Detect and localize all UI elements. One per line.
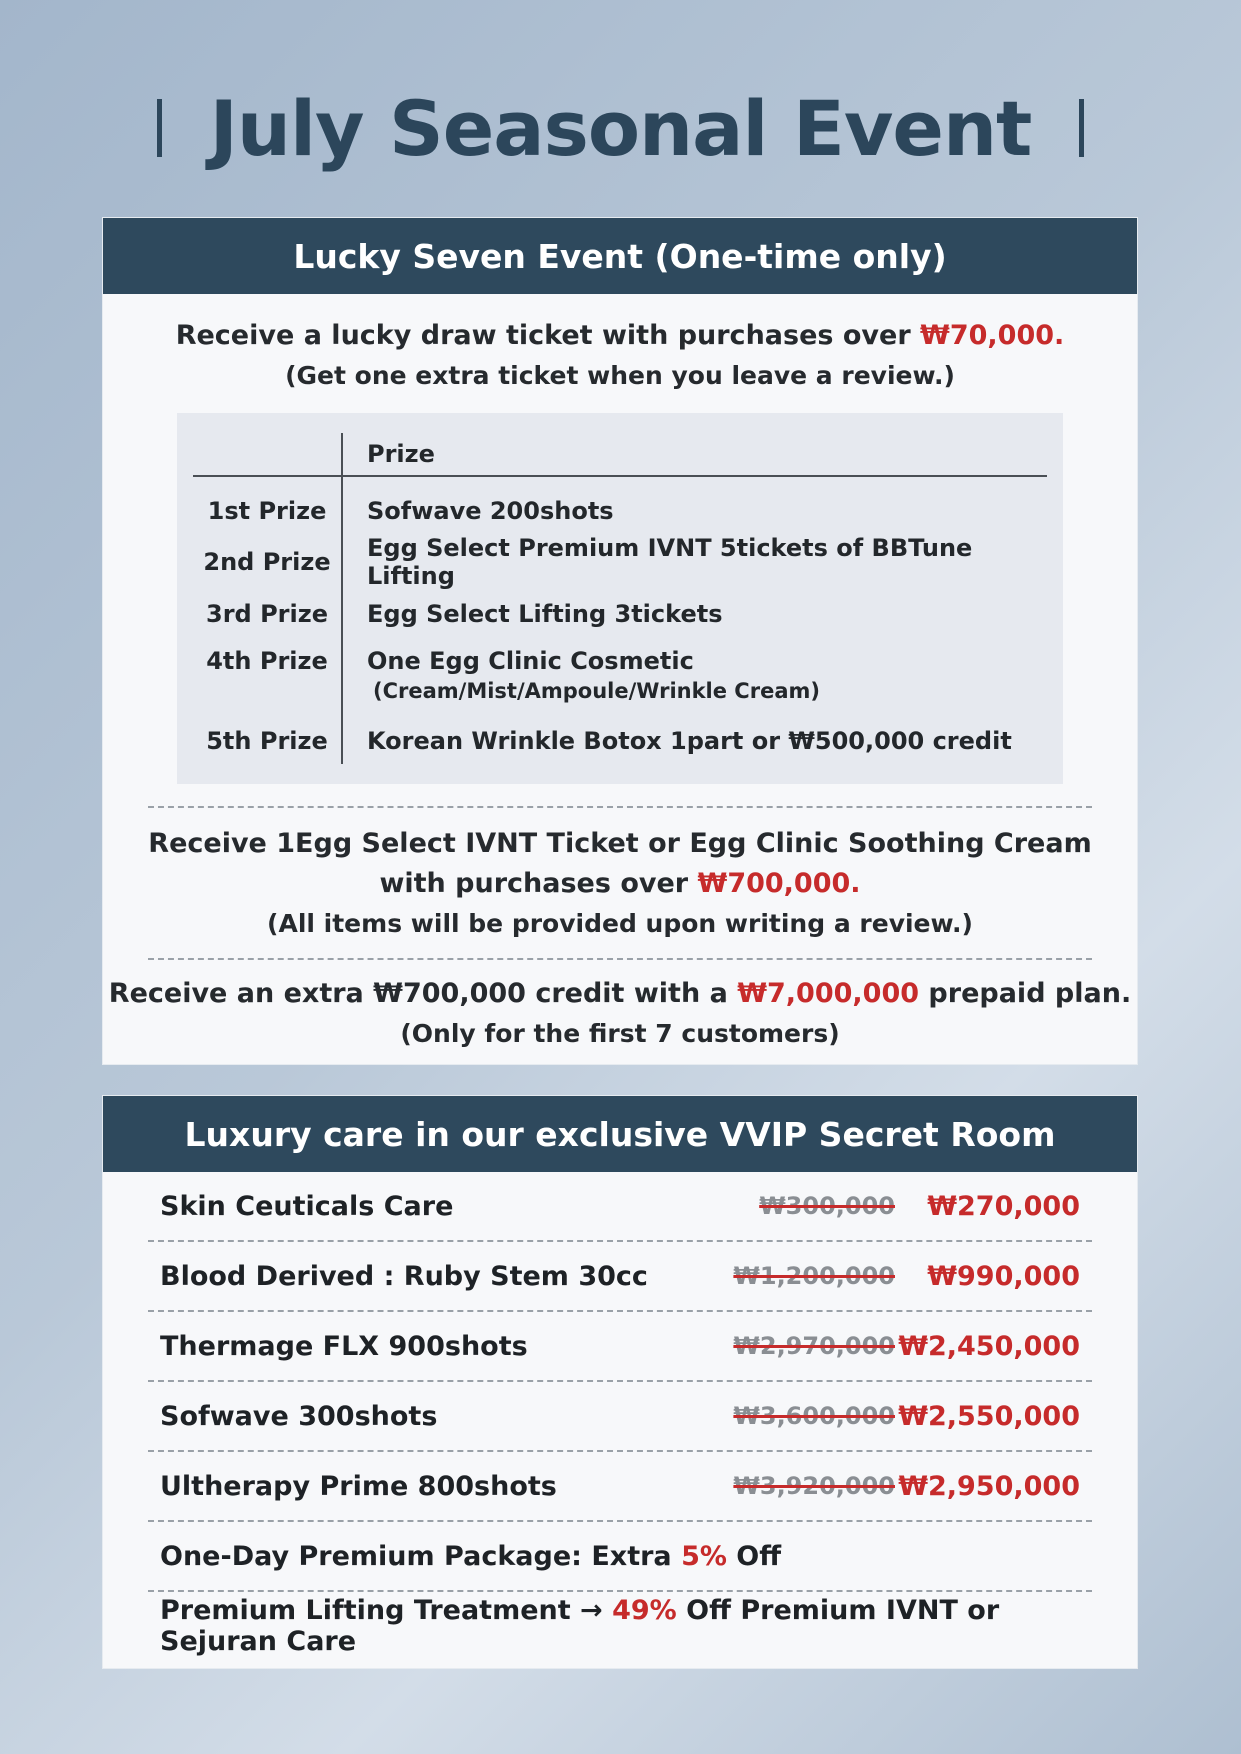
lucky-seven-heading: Lucky Seven Event (One-time only) [103, 218, 1137, 294]
prize-header-label: Prize [342, 433, 1047, 476]
package-text-wrap [160, 1541, 1080, 1572]
prize-rank: 4th Prize [193, 637, 342, 717]
prize-rank: 1st Prize [193, 476, 342, 534]
review-gift-line1: Receive 1Egg Select IVNT Ticket or Egg Clinic Soothing Cream [148, 828, 1092, 859]
page-title: July Seasonal Event [209, 83, 1032, 173]
review-gift-line3: (All items will be provided upon writing a review.) [267, 909, 973, 938]
price-row [148, 1240, 1092, 1310]
lifting-text-wrap [160, 1595, 1080, 1657]
prepaid-line2: (Only for the first 7 customers) [400, 1019, 840, 1048]
treatment-name: Thermage FLX 900shots [160, 1330, 528, 1362]
prize-row [193, 534, 1047, 590]
price-row [148, 1380, 1092, 1450]
prize-row [193, 717, 1047, 764]
original-price: ₩3,920,000 [733, 1472, 895, 1500]
page-title-row [0, 78, 1241, 178]
sale-price: ₩990,000 [927, 1260, 1080, 1292]
original-price: ₩3,600,000 [733, 1402, 895, 1430]
lifting-discount: 49% [612, 1595, 677, 1626]
sale-price: ₩2,950,000 [898, 1470, 1080, 1502]
package-text-end: Off [726, 1540, 782, 1572]
lucky-draw-info [103, 316, 1137, 396]
review-gift-price: ₩700,000. [697, 868, 861, 899]
prize-table-box [177, 413, 1063, 784]
prize-row [193, 637, 1047, 717]
package-row [148, 1520, 1092, 1590]
lucky-draw-line2: (Get one extra ticket when you leave a review.) [285, 361, 955, 390]
sale-price: ₩2,550,000 [898, 1400, 1080, 1432]
price-row [148, 1450, 1092, 1520]
package-text: One-Day Premium Package: Extra [160, 1540, 682, 1572]
review-gift-line2 [103, 864, 1137, 904]
lucky-draw-text: Receive a lucky draw ticket with purchases over [175, 320, 921, 351]
sale-price: ₩2,450,000 [898, 1330, 1080, 1362]
original-price: ₩2,970,000 [733, 1332, 895, 1360]
treatment-name: Skin Ceuticals Care [160, 1190, 454, 1222]
prize-desc-sub: (Cream/Mist/Ampoule/Wrinkle Cream) [373, 679, 820, 703]
prize-desc: One Egg Clinic Cosmetic [367, 647, 694, 675]
prepaid-price: ₩7,000,000 [737, 978, 920, 1009]
divider [148, 806, 1092, 808]
price-row [148, 1172, 1092, 1240]
prize-desc: Korean Wrinkle Botox 1part or ₩500,000 credit [367, 726, 1012, 755]
prepaid-info [103, 974, 1137, 1054]
prize-desc-cell [342, 637, 1047, 717]
prepaid-text-end: prepaid plan. [919, 978, 1132, 1009]
lucky-seven-card [102, 217, 1138, 1065]
prize-row [193, 476, 1047, 534]
prize-table-header [193, 433, 1047, 476]
treatment-name: Ultherapy Prime 800shots [160, 1470, 557, 1502]
divider [148, 958, 1092, 960]
review-gift-info [103, 824, 1137, 944]
price-row [148, 1310, 1092, 1380]
prize-desc: Egg Select Lifting 3tickets [367, 599, 723, 628]
prize-rank: 5th Prize [193, 717, 342, 764]
prepaid-text: Receive an extra ₩700,000 credit with a [108, 978, 738, 1009]
lifting-text: Premium Lifting Treatment → [160, 1595, 613, 1626]
lucky-draw-price: ₩70,000. [920, 320, 1065, 351]
package-discount: 5% [681, 1540, 727, 1572]
lucky-draw-line1 [103, 316, 1137, 356]
prize-desc: Egg Select Premium IVNT 5tickets of BBTune Lifting [367, 534, 973, 590]
title-divider-left [157, 99, 162, 157]
lifting-text-end: Off Premium IVNT or Sejuran Care [160, 1595, 1000, 1657]
original-price: ₩1,200,000 [733, 1262, 895, 1290]
title-divider-right [1079, 99, 1084, 157]
prepaid-line1 [103, 974, 1137, 1014]
treatment-name: Blood Derived : Ruby Stem 30cc [160, 1260, 648, 1292]
prize-table [193, 433, 1047, 764]
original-price: ₩300,000 [759, 1192, 895, 1220]
treatment-name: Sofwave 300shots [160, 1400, 438, 1432]
prize-row [193, 590, 1047, 637]
review-gift-text: with purchases over [379, 868, 698, 899]
prize-rank: 3rd Prize [193, 590, 342, 637]
prize-header-blank [193, 433, 342, 476]
sale-price: ₩270,000 [927, 1190, 1080, 1222]
vvip-heading: Luxury care in our exclusive VVIP Secret Room [103, 1096, 1137, 1172]
vvip-card [102, 1095, 1138, 1669]
prize-rank: 2nd Prize [193, 534, 342, 590]
prize-desc: Sofwave 200shots [367, 496, 614, 525]
lifting-row [148, 1590, 1092, 1660]
